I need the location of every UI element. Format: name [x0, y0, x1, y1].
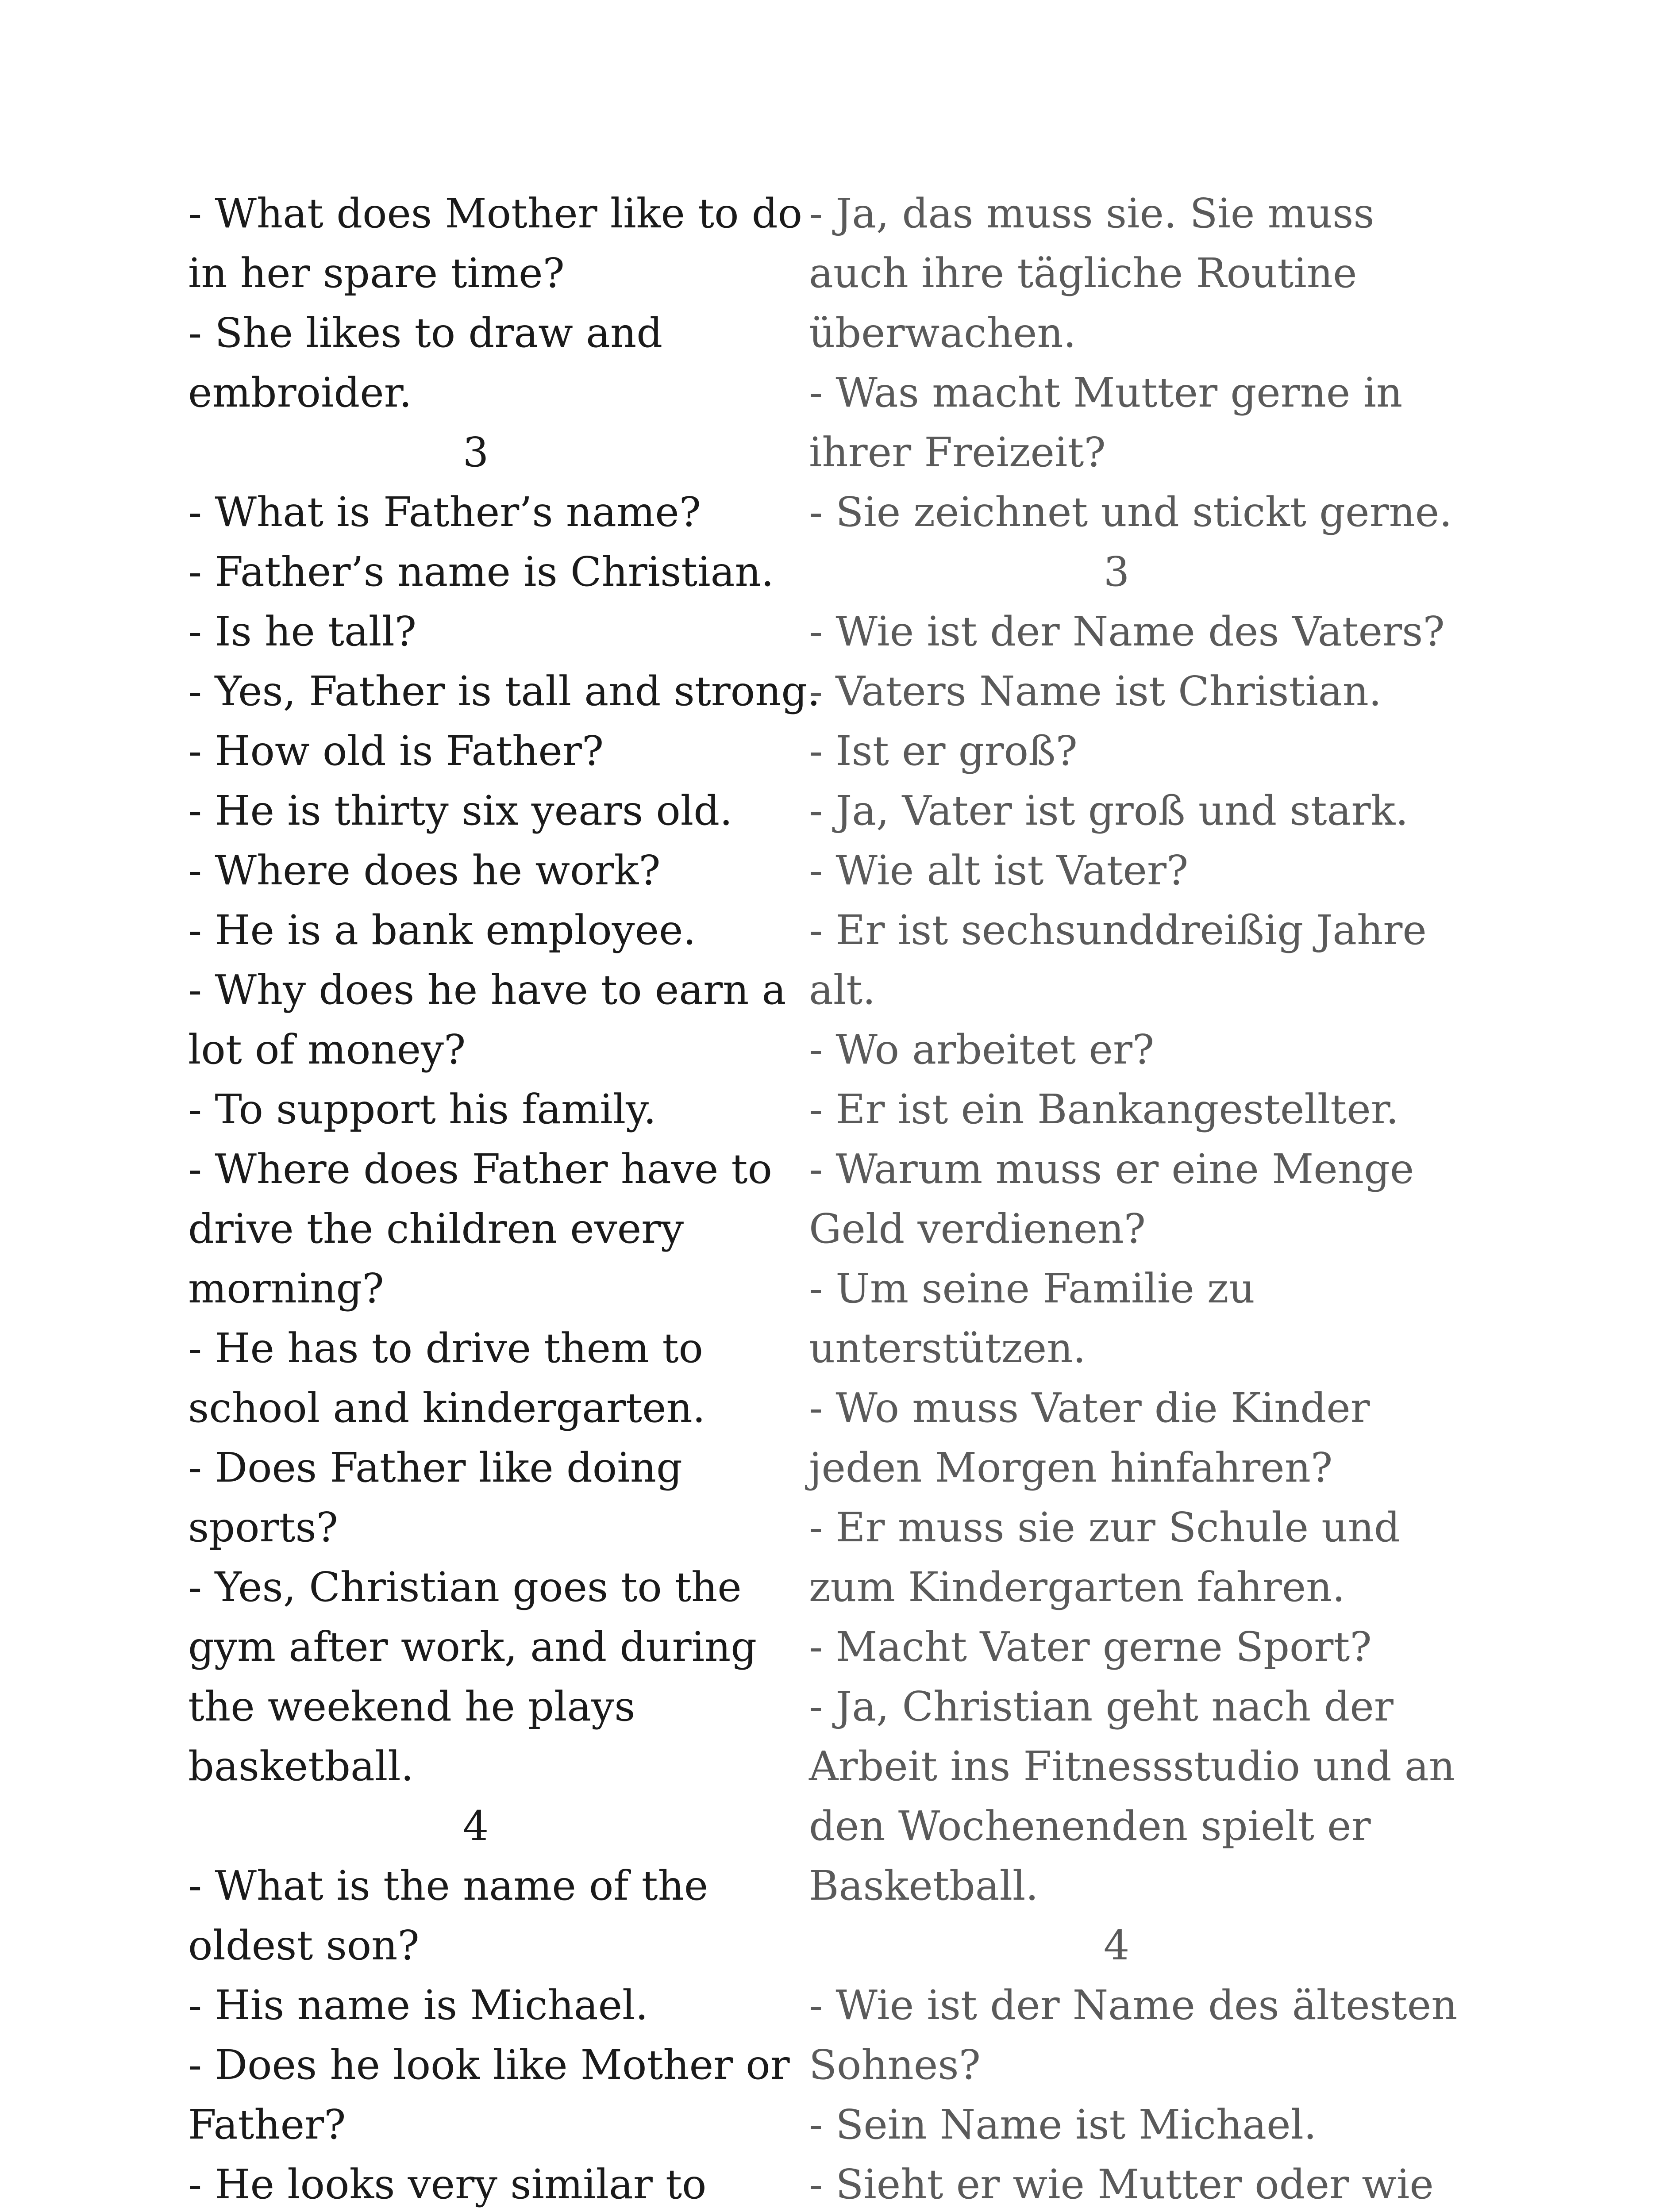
text-line: unterstützen. — [809, 1325, 1086, 1372]
text-line: - Er ist ein Bankangestellter. — [809, 1086, 1399, 1133]
text-line: - Er ist sechsunddreißig Jahre — [809, 906, 1427, 954]
text-line: - Does he look like Mother or — [188, 2041, 790, 2089]
text-line: - What is Father’s name? — [188, 488, 701, 536]
text-line: drive the children every — [188, 1205, 684, 1252]
text-line: sports? — [188, 1504, 338, 1551]
text-line: - Yes, Christian goes to the — [188, 1563, 742, 1611]
text-line: Father? — [188, 2101, 346, 2148]
text-line: - Wo muss Vater die Kinder — [809, 1384, 1370, 1432]
text-line: - Ja, Christian geht nach der — [809, 1683, 1394, 1730]
section-number: 3 — [1103, 548, 1130, 595]
text-line: Geld verdienen? — [809, 1205, 1146, 1252]
text-line: - Wie ist der Name des ältesten — [809, 1982, 1458, 2029]
text-line: - What does Mother like to do — [188, 190, 803, 237]
text-line: alt. — [809, 966, 876, 1014]
text-line: - Macht Vater gerne Sport? — [809, 1623, 1372, 1671]
text-line: - Wo arbeitet er? — [809, 1026, 1155, 1073]
text-line: in her spare time? — [188, 250, 565, 297]
text-line: jeden Morgen hinfahren? — [809, 1444, 1333, 1491]
text-line: morning? — [188, 1265, 384, 1312]
text-line: - He looks very similar to — [188, 2161, 707, 2208]
section-number: 3 — [462, 429, 489, 476]
text-line: gym after work, and during — [188, 1623, 757, 1671]
text-line: - Yes, Father is tall and strong. — [188, 668, 820, 715]
section-number: 4 — [462, 1802, 489, 1850]
text-line: - He is a bank employee. — [188, 906, 696, 954]
text-line: - Ist er groß? — [809, 727, 1078, 775]
text-line: - Where does he work? — [188, 847, 661, 894]
text-line: - Warum muss er eine Menge — [809, 1145, 1414, 1193]
text-line: - How old is Father? — [188, 727, 604, 775]
text-line: - Why does he have to earn a — [188, 966, 786, 1014]
text-line: überwachen. — [809, 309, 1076, 357]
text-line: embroider. — [188, 369, 412, 416]
text-line: - Does Father like doing — [188, 1444, 682, 1491]
text-line: - Where does Father have to — [188, 1145, 772, 1193]
english-column — [188, 184, 820, 2212]
text-line: zum Kindergarten fahren. — [809, 1563, 1345, 1611]
text-line: oldest son? — [188, 1922, 420, 1969]
text-line: - Ja, Vater ist groß und stark. — [809, 787, 1409, 834]
german-column — [809, 184, 1458, 2212]
text-line: den Wochenenden spielt er — [809, 1802, 1371, 1850]
text-line: school and kindergarten. — [188, 1384, 706, 1432]
text-line: Arbeit ins Fitnessstudio und an — [809, 1743, 1455, 1790]
text-line: the weekend he plays — [188, 1683, 635, 1730]
text-line: - Um seine Familie zu — [809, 1265, 1255, 1312]
text-line: - Sieht er wie Mutter oder wie — [809, 2161, 1434, 2208]
text-line: - His name is Michael. — [188, 1982, 648, 2029]
text-line: auch ihre tägliche Routine — [809, 250, 1357, 297]
text-line: - Father’s name is Christian. — [188, 548, 774, 595]
text-line: - What is the name of the — [188, 1862, 708, 1909]
text-line: Basketball. — [809, 1862, 1039, 1909]
section-number: 4 — [1103, 1922, 1130, 1969]
text-line: basketball. — [188, 1743, 414, 1790]
text-line: - Ja, das muss sie. Sie muss — [809, 190, 1374, 237]
text-line: lot of money? — [188, 1026, 466, 1073]
text-line: - Sein Name ist Michael. — [809, 2101, 1317, 2148]
text-line: - Er muss sie zur Schule und — [809, 1504, 1400, 1551]
text-line: - To support his family. — [188, 1086, 657, 1133]
text-line: - Wie alt ist Vater? — [809, 847, 1189, 894]
text-line: - Is he tall? — [188, 608, 417, 655]
text-line: - He has to drive them to — [188, 1325, 703, 1372]
text-line: ihrer Freizeit? — [809, 429, 1106, 476]
text-line: - Sie zeichnet und stickt gerne. — [809, 488, 1452, 536]
text-line: Sohnes? — [809, 2041, 981, 2089]
text-line: - She likes to draw and — [188, 309, 663, 357]
text-line: - He is thirty six years old. — [188, 787, 733, 834]
text-line: - Was macht Mutter gerne in — [809, 369, 1403, 416]
text-line: - Wie ist der Name des Vaters? — [809, 608, 1445, 655]
text-line: - Vaters Name ist Christian. — [809, 668, 1382, 715]
